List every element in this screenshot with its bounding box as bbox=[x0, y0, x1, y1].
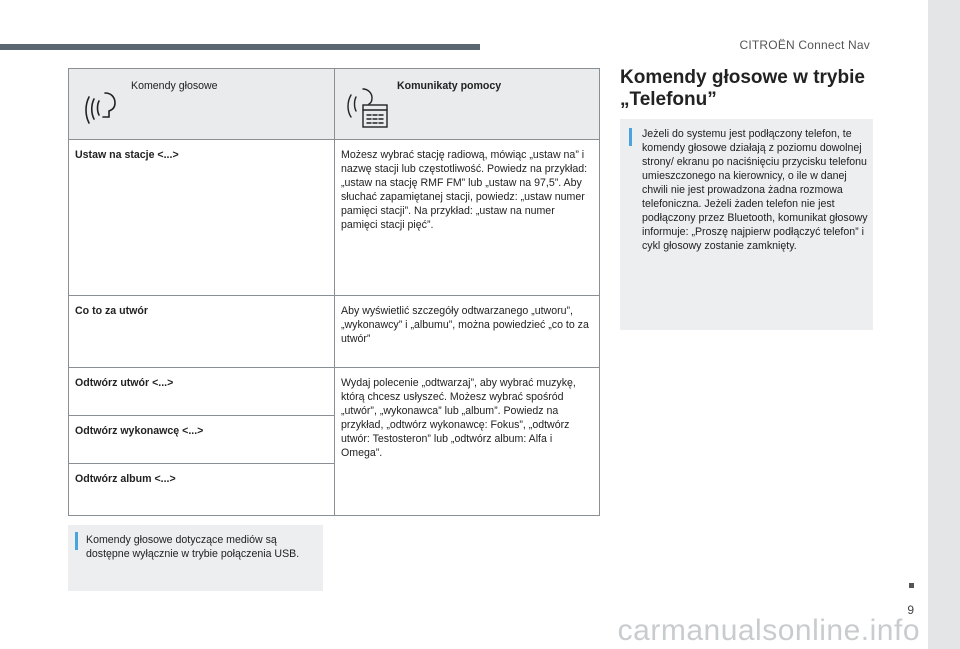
note-text: Komendy głosowe dotyczące mediów są dostępne wyłącznie w trybie połączenia USB. bbox=[86, 534, 300, 560]
command-cell: Odtwórz wykonawcę <...> bbox=[69, 416, 335, 464]
note-accent-bar bbox=[75, 532, 78, 550]
watermark: carmanualsonline.info bbox=[617, 614, 920, 647]
voice-commands-table bbox=[68, 68, 600, 516]
media-usb-note bbox=[68, 525, 323, 591]
table-header-commands bbox=[69, 69, 335, 140]
voice-help-icon bbox=[341, 73, 397, 135]
page-marker bbox=[909, 583, 914, 588]
note-accent-bar bbox=[629, 128, 632, 146]
help-cell: Aby wyświetlić szczegóły odtwarzanego „utworu”, „wykonawcy” i „albumu”, można powiedzieć „co to za utwór” bbox=[335, 296, 600, 368]
voice-command-icon bbox=[75, 73, 131, 135]
page-number: 9 bbox=[907, 603, 914, 617]
command-cell: Odtwórz album <...> bbox=[69, 464, 335, 516]
table-row bbox=[69, 296, 600, 368]
col1-header-label: Komendy głosowe bbox=[131, 80, 218, 92]
right-margin-strip bbox=[928, 0, 960, 649]
col2-header-label: Komunikaty pomocy bbox=[397, 80, 502, 92]
command-cell: Odtwórz utwór <...> bbox=[69, 368, 335, 416]
phone-mode-note bbox=[620, 119, 873, 330]
note-text: Jeżeli do systemu jest podłączony telefon, te komendy głosowe działają z poziomu dowolnej strony/ ekranu po naciśnięciu przycisku telefonu umieszczonego na kierownicy, o ile w danej chwili nie jest prowadzona żadna rozmowa telefoniczna. Jeżeli żaden telefon nie jest podłączony przez Bluetooth, komunikat głosowy informuje: „Proszę najpierw podłączyć telefon” i cykl głosowy zostanie zamknięty. bbox=[642, 128, 868, 252]
top-decorative-bar bbox=[0, 44, 480, 50]
section-title: Komendy głosowe w trybie „Telefonu” bbox=[620, 67, 865, 110]
help-cell: Wydaj polecenie „odtwarzaj”, aby wybrać muzykę, którą chcesz usłyszeć. Możesz wybrać spośród „utwór”, „wykonawca” lub „album”. Powiedz na przykład, „odtwórz wykonawcę: Fokus”, „odtwórz utwór: Testosteron” lub „odtwórz album: Alfa i Omega”. bbox=[335, 368, 600, 516]
brand-label: CITROËN Connect Nav bbox=[739, 38, 870, 52]
table-row bbox=[69, 140, 600, 296]
table-header-help bbox=[335, 69, 600, 140]
table-row bbox=[69, 368, 600, 416]
table-header-row bbox=[69, 69, 600, 140]
command-cell: Ustaw na stacje <...> bbox=[69, 140, 335, 296]
help-cell: Możesz wybrać stację radiową, mówiąc „ustaw na” i nazwę stacji lub częstotliwość. Powiedz na przykład: „ustaw na stację RMF FM” lub „ustaw na 97,5”. Aby słuchać zapamiętanej stacji, powiedz: „ustaw numer pamięci stacji”. Na przykład: „ustaw na numer pamięci stacji pięć”. bbox=[335, 140, 600, 296]
command-cell: Co to za utwór bbox=[69, 296, 335, 368]
